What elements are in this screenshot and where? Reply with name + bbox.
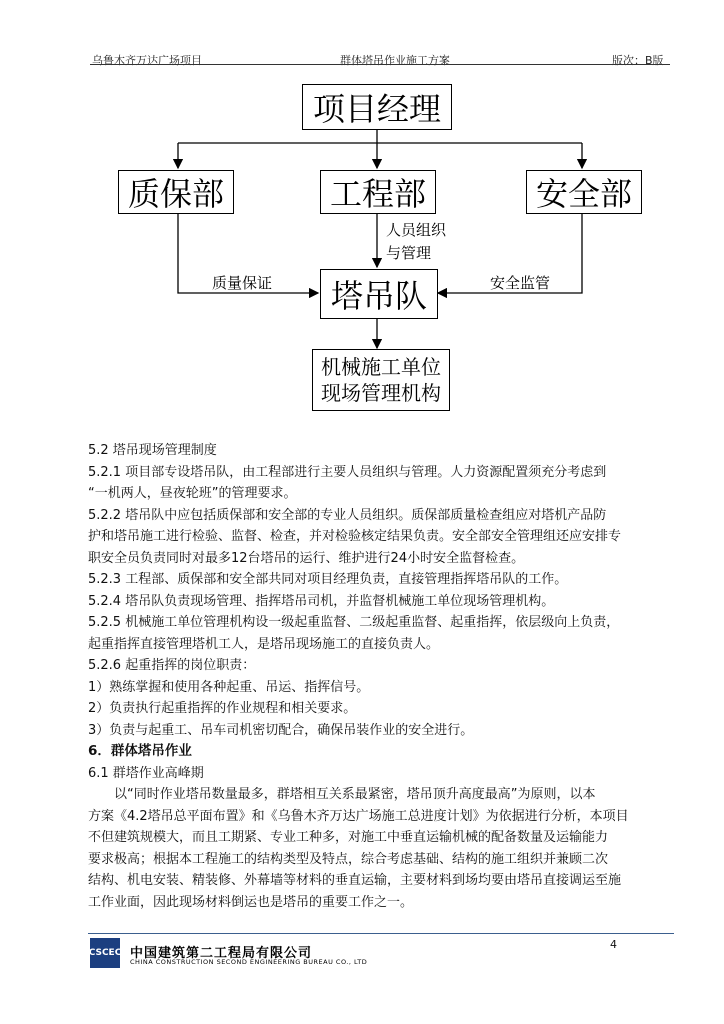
box-engineering-dept: [320, 170, 436, 214]
page-number: 4: [610, 938, 617, 951]
box-quality-dept-label: 质保部: [127, 175, 224, 213]
box-engineering-dept-label: 工程部: [329, 175, 426, 213]
footer-divider: [88, 933, 674, 934]
text-line: 工作业面，因此现场材料倒运也是塔吊的重要工作之一。: [88, 894, 414, 910]
box-project-manager-label: 项目经理: [312, 90, 441, 128]
header-title: 群体塔吊作业施工方案: [340, 54, 450, 67]
company-logo: CSCEC: [90, 938, 120, 968]
label-safety-supervision: 安全监管: [490, 274, 551, 292]
label-quality-assurance: 质量保证: [212, 274, 273, 292]
text-line: 3）负责与起重工、吊车司机密切配合，确保吊装作业的安全进行。: [88, 722, 474, 738]
box-safety-dept-label: 安全部: [535, 175, 632, 213]
box-safety-dept: [526, 170, 642, 214]
company-name: 中国建筑第二工程局有限公司: [130, 946, 313, 961]
text-line: 不但建筑规模大，而且工期紧、专业工种多，对施工中垂直运输机械的配备数量及运输能力: [88, 830, 609, 845]
box-quality-dept: [118, 170, 234, 214]
text-line: “一机两人，昼夜轮班”的管理要求。: [88, 486, 297, 501]
text-line: 5.2.1 项目部专设塔吊队，由工程部进行主要人员组织与管理。人力资源配置须充分考虑到: [88, 464, 607, 480]
text-line: 6.1 群塔作业高峰期: [88, 765, 204, 781]
label-staff-mgmt-1: 人员组织: [386, 221, 447, 239]
text-line: 以“同时作业塔吊数量最多，群塔相互关系最紧密，塔吊顶升高度最高”为原则，以本: [88, 787, 596, 802]
text-line: 5.2.5 机械施工单位管理机构设一级起重监督、二级起重监督、起重指挥，依层级向上负责，: [88, 615, 620, 630]
text-line: 要求极高；根据本工程施工的结构类型及特点，综合考虑基础、结构的施工组织并兼顾二次: [88, 851, 609, 867]
header-version: 版次：B版: [612, 54, 664, 67]
text-line: 5.2.2 塔吊队中应包括质保部和安全部的专业人员组织。质保部质量检查组应对塔机产品防: [88, 507, 607, 523]
box-machinery-unit: [312, 349, 450, 411]
text-line: 1）熟练掌握和使用各种起重、吊运、指挥信号。: [88, 679, 370, 695]
box-machinery-unit-line2: 现场管理机构: [321, 381, 441, 405]
text-line: 5.2.6 起重指挥的岗位职责：: [88, 658, 256, 673]
text-line: 护和塔吊施工进行检验、监督、检查，并对检验核定结果负责。安全部安全管理组还应安排专: [88, 529, 622, 544]
box-machinery-unit-line1: 机械施工单位: [321, 355, 441, 379]
text-line: 起重指挥直接管理塔机工人，是塔吊现场施工的直接负责人。: [88, 636, 440, 652]
header-project: 乌鲁木齐万达广场项目: [92, 54, 202, 67]
box-crane-team-label: 塔吊队: [330, 277, 427, 315]
box-crane-team: [320, 269, 438, 319]
body-text: [88, 440, 688, 913]
text-line: 2）负责执行起重指挥的作业规程和相关要求。: [88, 701, 357, 716]
text-line: 方案《4.2塔吊总平面布置》和《乌鲁木齐万达广场施工总进度计划》为依据进行分析，本项目: [88, 808, 629, 824]
text-line: 5.2.3 工程部、质保部和安全部共同对项目经理负责，直接管理指挥塔吊队的工作。: [88, 572, 568, 587]
company-name-en: CHINA CONSTRUCTION SECOND ENGINEERING BUREAU CO., LTD: [130, 958, 368, 966]
label-staff-mgmt-2: 与管理: [386, 244, 432, 262]
text-line: 结构、机电安装、精装修、外幕墙等材料的垂直运输，主要材料到场均要由塔吊直接调运至施: [88, 873, 622, 888]
text-line: 5.2.4 塔吊队负责现场管理、指挥塔吊司机，并监督机械施工单位现场管理机构。: [88, 593, 555, 609]
text-line: 职安全员负责同时对最多12台塔吊的运行、维护进行24小时安全监督检查。: [88, 550, 525, 566]
text-line: 5.2 塔吊现场管理制度: [88, 443, 217, 458]
section-heading: 6．群体塔吊作业: [88, 743, 192, 759]
box-project-manager: [302, 84, 452, 130]
